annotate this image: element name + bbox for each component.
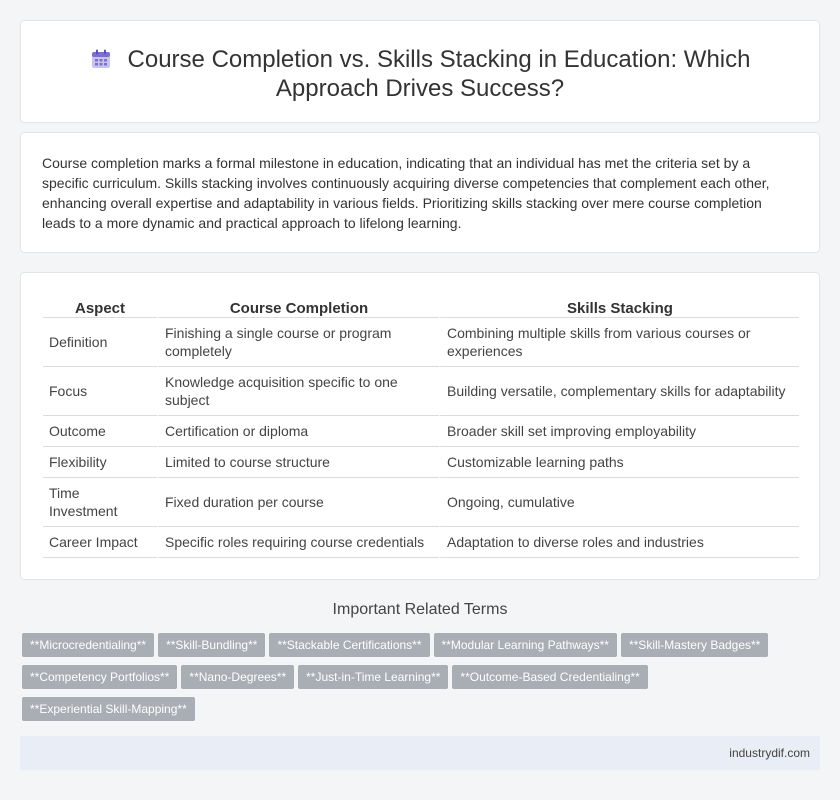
cell-course-completion: Knowledge acquisition specific to one subject <box>157 367 439 416</box>
cell-aspect: Focus <box>43 367 157 416</box>
cell-skills-stacking: Customizable learning paths <box>439 447 799 478</box>
table-row <box>43 318 799 367</box>
related-term-tag[interactable]: **Experiential Skill-Mapping** <box>22 697 195 721</box>
intro-paragraph: Course completion marks a formal milestone in education, indicating that an individual has met the criteria set by a specific curriculum. Skills stacking involves continuously acquiring diverse competencies that complement each other, enhancing overall expertise and adaptability in various fields. Prioritizing skills stacking over mere course completion leads to a more dynamic and practical approach to lifelong learning. <box>42 155 770 231</box>
cell-aspect: Time Investment <box>43 478 157 527</box>
cell-course-completion: Certification or diploma <box>157 416 439 447</box>
cell-course-completion: Fixed duration per course <box>157 478 439 527</box>
related-term-tag[interactable]: **Nano-Degrees** <box>181 665 294 689</box>
header-aspect: Aspect <box>43 295 157 318</box>
table-row <box>43 527 799 558</box>
related-term-tag[interactable]: **Just-in-Time Learning** <box>298 665 448 689</box>
footer-site[interactable]: industrydif.com <box>729 746 810 760</box>
page-title-wrap <box>21 45 819 103</box>
related-term-tag[interactable]: **Skill-Mastery Badges** <box>621 633 768 657</box>
footer-bar <box>20 736 820 770</box>
cell-course-completion: Finishing a single course or program completely <box>157 318 439 367</box>
cell-skills-stacking: Building versatile, complementary skills for adaptability <box>439 367 799 416</box>
related-terms-heading: Important Related Terms <box>332 601 508 618</box>
related-term-tag[interactable]: **Competency Portfolios** <box>22 665 177 689</box>
header-skills-stacking: Skills Stacking <box>439 295 799 318</box>
cell-course-completion: Limited to course structure <box>157 447 439 478</box>
title-card <box>20 20 820 123</box>
comparison-card <box>20 272 820 580</box>
cell-skills-stacking: Broader skill set improving employability <box>439 416 799 447</box>
header-course-completion: Course Completion <box>157 295 439 318</box>
calendar-icon <box>90 48 112 70</box>
cell-course-completion: Specific roles requiring course credentials <box>157 527 439 558</box>
related-term-tag[interactable]: **Outcome-Based Credentialing** <box>452 665 647 689</box>
related-term-tag[interactable]: **Stackable Certifications** <box>269 633 429 657</box>
cell-skills-stacking: Combining multiple skills from various courses or experiences <box>439 318 799 367</box>
table-row <box>43 367 799 416</box>
comparison-table <box>43 295 799 558</box>
table-row <box>43 416 799 447</box>
table-row <box>43 478 799 527</box>
cell-skills-stacking: Adaptation to diverse roles and industries <box>439 527 799 558</box>
table-row <box>43 447 799 478</box>
cell-aspect: Career Impact <box>43 527 157 558</box>
cell-aspect: Flexibility <box>43 447 157 478</box>
cell-skills-stacking: Ongoing, cumulative <box>439 478 799 527</box>
page-title: Course Completion vs. Skills Stacking in Education: Which Approach Drives Success? <box>127 46 751 102</box>
related-term-tag[interactable]: **Modular Learning Pathways** <box>434 633 617 657</box>
related-term-tag[interactable]: **Skill-Bundling** <box>158 633 265 657</box>
table-header-row <box>43 295 799 318</box>
intro-card <box>20 132 820 253</box>
related-terms-list <box>22 633 812 729</box>
cell-aspect: Outcome <box>43 416 157 447</box>
cell-aspect: Definition <box>43 318 157 367</box>
related-term-tag[interactable]: **Microcredentialing** <box>22 633 154 657</box>
